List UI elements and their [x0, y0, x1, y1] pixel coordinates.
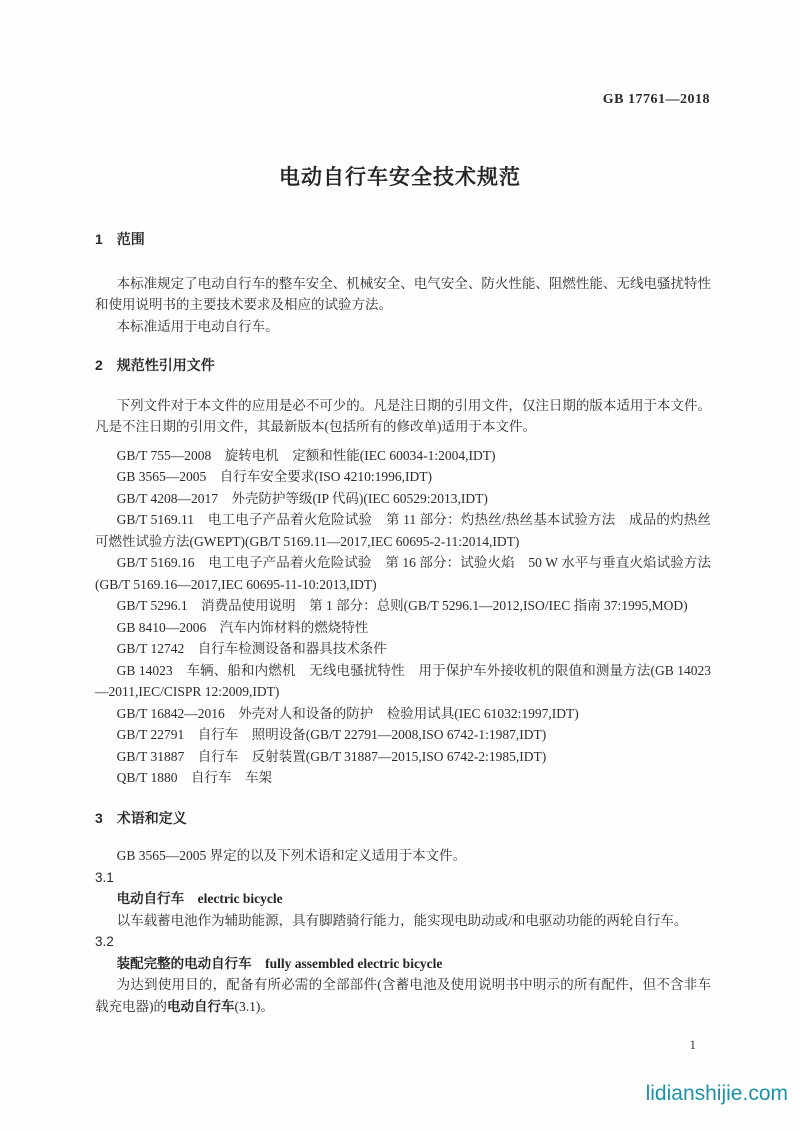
definition-3-2-post: (3.1)。: [234, 998, 274, 1014]
clause-number-3-1: 3.1: [95, 869, 114, 885]
reference-item: GB/T 5296.1 消费品使用说明 第 1 部分：总则(GB/T 5296.1—2012,ISO/IEC 指南 37:1995,MOD): [116, 598, 688, 613]
section-3-intro: GB 3565—2005 界定的以及下列术语和定义适用于本文件。: [116, 848, 467, 863]
definition-3-2-bold-term: 电动自行车: [167, 998, 235, 1014]
section-1-paragraph-1: 本标准规定了电动自行车的整车安全、机械安全、电气安全、防火性能、阻燃性能、无线电骚扰特性和使用说明书的主要技术要求及相应的试验方法。: [95, 275, 711, 312]
page-number: 1: [689, 1037, 696, 1052]
section-1-heading: 1 范围: [95, 231, 145, 247]
definition-3-1: 以车载蓄电池作为辅助能源，具有脚踏骑行能力，能实现电助动或/和电驱动功能的两轮自行车。: [116, 912, 688, 928]
reference-item: GB 3565—2005 自行车安全要求(ISO 4210:1996,IDT): [116, 469, 432, 484]
normative-references-list: [95, 445, 711, 789]
reference-item: GB/T 5169.16 电工电子产品着火危险试验 第 16 部分：试验火焰 50 W 水平与垂直火焰试验方法(GB/T 5169.16—2017,IEC 60695-11-10:2013,IDT): [95, 555, 711, 592]
reference-item: GB/T 755—2008 旋转电机 定额和性能(IEC 60034-1:2004,IDT): [116, 447, 496, 463]
section-1-paragraph-2: 本标准适用于电动自行车。: [116, 318, 279, 334]
reference-item: GB 14023 车辆、船和内燃机 无线电骚扰特性 用于保护车外接收机的限值和测量方法(GB 14023—2011,IEC/CISPR 12:2009,IDT): [95, 662, 711, 699]
reference-item: GB/T 22791 自行车 照明设备(GB/T 22791—2008,ISO 6742-1:1987,IDT): [116, 727, 547, 742]
reference-item: QB/T 1880 自行车 车架: [116, 770, 272, 785]
document-body: [95, 229, 711, 1017]
reference-item: GB/T 4208—2017 外壳防护等级(IP 代码)(IEC 60529:2013,IDT): [116, 490, 488, 506]
document-title: 电动自行车安全技术规范: [279, 166, 521, 189]
term-3-1: [95, 888, 711, 910]
term-3-1-english: electric bicycle: [197, 891, 283, 906]
reference-item: GB/T 5169.11 电工电子产品着火危险试验 第 11 部分：灼热丝/热丝基本试验方法 成品的灼热丝可燃性试验方法(GWEPT)(GB/T 5169.11—2017,IEC 60695-2-11:2014,IDT): [95, 512, 711, 549]
term-3-2-english: fully assembled electric bicycle: [265, 955, 443, 971]
standard-number: GB 17761—2018: [602, 92, 710, 107]
section-2-intro: 下列文件对于本文件的应用是必不可少的。凡是注日期的引用文件，仅注日期的版本适用于本文件。凡是不注日期的引用文件，其最新版本(包括所有的修改单)适用于本文件。: [95, 397, 711, 434]
watermark-text: lidianshijie.com: [645, 1082, 788, 1105]
reference-item: GB/T 12742 自行车检测设备和器具技术条件: [116, 641, 387, 656]
section-3-heading: 3 术语和定义: [95, 809, 187, 826]
definition-3-2: [95, 974, 711, 1017]
definition-3-2-pre: 为达到使用目的，配备有所必需的全部部件(含蓄电池及使用说明书中明示的所有配件，但不含非车载充电器)的: [95, 977, 711, 1014]
clause-number-3-2: 3.2: [95, 934, 114, 949]
reference-item: GB/T 31887 自行车 反射装置(GB/T 31887—2015,ISO 6742-2:1985,IDT): [116, 748, 547, 764]
reference-item: GB 8410—2006 汽车内饰材料的燃烧特性: [116, 619, 369, 635]
term-3-2: [95, 953, 711, 975]
section-2-heading: 2 规范性引用文件: [95, 357, 215, 373]
term-3-1-chinese: 电动自行车: [116, 891, 185, 906]
reference-item: GB/T 16842—2016 外壳对人和设备的防护 检验用试具(IEC 61032:1997,IDT): [116, 705, 579, 721]
term-3-2-chinese: 装配完整的电动自行车: [116, 955, 252, 971]
